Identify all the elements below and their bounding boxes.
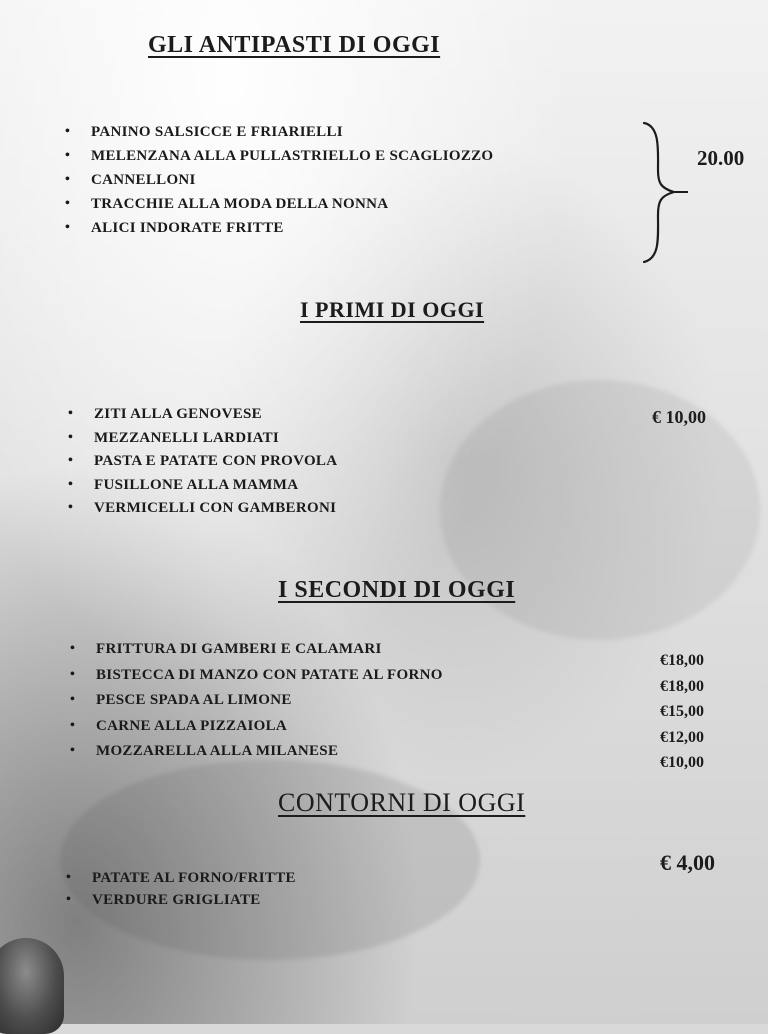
list-item: • PESCE SPADA AL LIMONE: [70, 688, 443, 714]
list-item: • FRITTURA DI GAMBERI E CALAMARI: [70, 637, 443, 663]
secondi-price: €18,00: [660, 677, 704, 695]
list-item: • MEZZANELLI LARDIATI: [68, 427, 337, 451]
secondi-price: €12,00: [660, 728, 704, 746]
list-item: • PANINO SALSICCE E FRIARIELLI: [65, 121, 493, 145]
antipasti-list: [65, 121, 493, 241]
secondi-list: [70, 637, 443, 765]
list-item: • MELENZANA ALLA PULLASTRIELLO E SCAGLIOZZO: [65, 145, 493, 169]
list-item: • PATATE AL FORNO/FRITTE: [66, 868, 296, 890]
primi-price: € 10,00: [652, 407, 706, 427]
secondi-heading: I SECONDI DI OGGI: [278, 577, 516, 603]
list-item: • ALICI INDORATE FRITTE: [65, 217, 493, 241]
thumb: [0, 938, 64, 1034]
antipasti-price: 20.00: [697, 146, 745, 170]
secondi-price: €10,00: [660, 754, 704, 771]
primi-list: [68, 403, 337, 521]
list-item: • PASTA E PATATE CON PROVOLA: [68, 450, 337, 474]
contorni-list: [66, 868, 296, 912]
right-curly-brace-icon: [640, 120, 690, 265]
list-item: • VERDURE GRIGLIATE: [66, 890, 296, 912]
list-item: • VERMICELLI CON GAMBERONI: [68, 497, 337, 521]
list-item: • CANNELLONI: [65, 169, 493, 193]
secondi-price: €15,00: [660, 703, 704, 720]
contorni-heading: CONTORNI DI OGGI: [278, 788, 526, 817]
list-item: • MOZZARELLA ALLA MILANESE: [70, 739, 443, 765]
contorni-price: € 4,00: [660, 850, 715, 875]
primi-heading: I PRIMI DI OGGI: [300, 297, 485, 322]
antipasti-heading: GLI ANTIPASTI DI OGGI: [148, 32, 441, 58]
list-item: • ZITI ALLA GENOVESE: [68, 403, 337, 427]
list-item: • TRACCHIE ALLA MODA DELLA NONNA: [65, 193, 493, 217]
list-item: • BISTECCA DI MANZO CON PATATE AL FORNO: [70, 663, 443, 689]
secondi-price-list: [660, 650, 704, 778]
secondi-price: €18,00: [660, 652, 704, 669]
list-item: • FUSILLONE ALLA MAMMA: [68, 474, 337, 498]
list-item: • CARNE ALLA PIZZAIOLA: [70, 714, 443, 740]
